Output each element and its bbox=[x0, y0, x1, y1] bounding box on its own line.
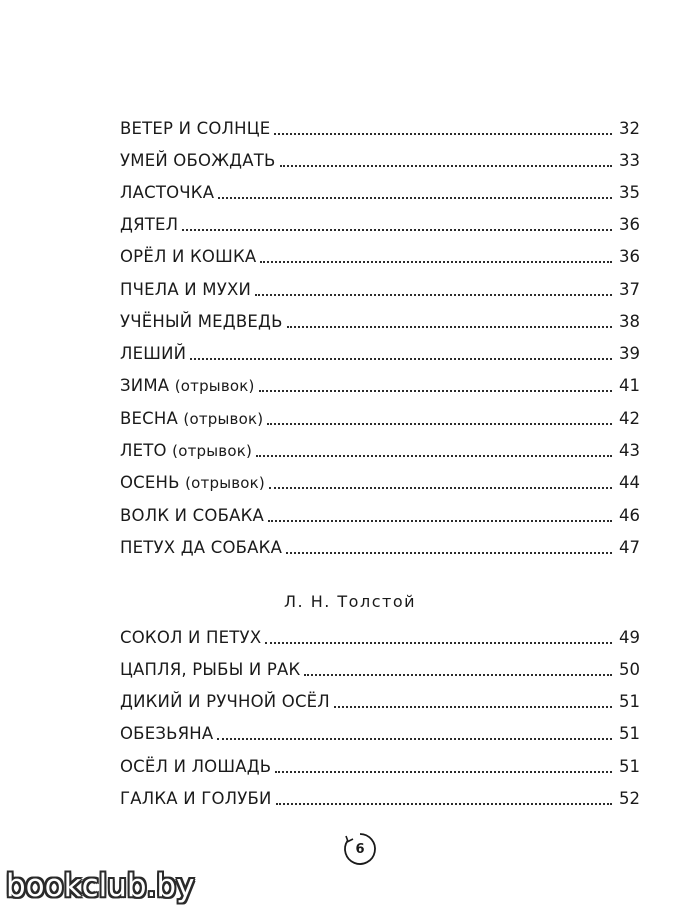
toc-leader-dots bbox=[275, 771, 612, 773]
toc-leader-dots bbox=[269, 487, 612, 489]
toc-entry-title: ЗИМА (отрывок) bbox=[120, 376, 255, 395]
toc-entry-page: 32 bbox=[619, 119, 640, 138]
toc-entry-page: 44 bbox=[619, 473, 640, 492]
toc-entry bbox=[120, 435, 640, 461]
toc-entry-page: 42 bbox=[619, 409, 640, 428]
toc-leader-dots bbox=[274, 133, 612, 135]
toc-entry-page: 52 bbox=[619, 789, 640, 808]
site-watermark: bookclub.by bbox=[6, 868, 195, 904]
toc-entry-page: 43 bbox=[619, 441, 640, 460]
toc-entry-page: 50 bbox=[619, 660, 640, 679]
toc-leader-dots bbox=[334, 706, 612, 708]
toc-entry bbox=[120, 209, 640, 235]
toc-leader-dots bbox=[286, 552, 612, 554]
toc-entry bbox=[120, 274, 640, 300]
toc-entry-subtitle: (отрывок) bbox=[183, 410, 264, 428]
page-number: 6 bbox=[355, 841, 365, 857]
toc-entry bbox=[120, 718, 640, 744]
toc-entry-title: ПЧЕЛА И МУХИ bbox=[120, 280, 252, 299]
toc-entry-page: 51 bbox=[619, 724, 640, 743]
toc-entry-title: ВОЛК И СОБАКА bbox=[120, 506, 264, 525]
toc-leader-dots bbox=[276, 803, 612, 805]
toc-entry-title: ЛЕШИЙ bbox=[120, 344, 187, 363]
toc-leader-dots bbox=[255, 294, 612, 296]
toc-entry bbox=[120, 500, 640, 526]
section-author-heading: Л. Н. Толстой bbox=[284, 592, 416, 611]
toc-entry-title: ПЕТУХ ДА СОБАКА bbox=[120, 538, 283, 557]
toc-entry bbox=[120, 783, 640, 809]
toc-entry-page: 47 bbox=[619, 538, 640, 557]
toc-entry bbox=[120, 622, 640, 648]
toc-entry bbox=[120, 403, 640, 429]
toc-leader-dots bbox=[259, 390, 612, 392]
toc-entry-subtitle: (отрывок) bbox=[172, 442, 253, 460]
toc-entry-subtitle: (отрывок) bbox=[185, 474, 265, 492]
toc-entry bbox=[120, 686, 640, 712]
toc-entry bbox=[120, 370, 640, 396]
toc-entry-page: 49 bbox=[619, 628, 640, 647]
toc-entry bbox=[120, 306, 640, 332]
toc-entry-page: 51 bbox=[619, 692, 640, 711]
toc-leader-dots bbox=[256, 455, 612, 457]
toc-entry bbox=[120, 654, 640, 680]
toc-leader-dots bbox=[265, 642, 612, 644]
toc-entry-title: УЧЁНЫЙ МЕДВЕДЬ bbox=[120, 312, 283, 331]
toc-entry bbox=[120, 145, 640, 171]
toc-leader-dots bbox=[304, 674, 612, 676]
toc-entry-page: 37 bbox=[619, 280, 640, 299]
toc-entry-title: ДИКИЙ И РУЧНОЙ ОСЁЛ bbox=[120, 692, 330, 711]
toc-leader-dots bbox=[182, 229, 612, 231]
toc-entry bbox=[120, 177, 640, 203]
toc-leader-dots bbox=[287, 326, 612, 328]
toc-entry-page: 39 bbox=[619, 344, 640, 363]
toc-entry-page: 35 bbox=[619, 183, 640, 202]
toc-leader-dots bbox=[267, 423, 612, 425]
toc-entry bbox=[120, 467, 640, 493]
toc-entry-title: ВЕСНА (отрывок) bbox=[120, 409, 264, 428]
page-number-badge bbox=[341, 830, 379, 868]
toc-leader-dots bbox=[217, 738, 612, 740]
toc-entry-title: ОБЕЗЬЯНА bbox=[120, 724, 214, 743]
toc-entry-page: 33 bbox=[619, 151, 640, 170]
toc-leader-dots bbox=[260, 261, 612, 263]
toc-entry-page: 41 bbox=[619, 376, 640, 395]
toc-entry-title: ЦАПЛЯ, РЫБЫ И РАК bbox=[120, 660, 301, 679]
toc-leader-dots bbox=[190, 358, 612, 360]
toc-entry-page: 46 bbox=[619, 506, 640, 525]
toc-entry-title: ЛАСТОЧКА bbox=[120, 183, 215, 202]
toc-entry-page: 51 bbox=[619, 757, 640, 776]
toc-entry-title: СОКОЛ И ПЕТУХ bbox=[120, 628, 262, 647]
toc-entry-title: ОРЁЛ И КОШКА bbox=[120, 247, 257, 266]
toc-entry-title: ВЕТЕР И СОЛНЦЕ bbox=[120, 119, 271, 138]
toc-entry-title: ДЯТЕЛ bbox=[120, 215, 179, 234]
toc-entry bbox=[120, 241, 640, 267]
toc-entry-page: 36 bbox=[619, 215, 640, 234]
toc-entry-page: 38 bbox=[619, 312, 640, 331]
toc-entry-title: УМЕЙ ОБОЖДАТЬ bbox=[120, 151, 276, 170]
toc-entry-title: ОСЁЛ И ЛОШАДЬ bbox=[120, 757, 272, 776]
toc-entry-subtitle: (отрывок) bbox=[174, 377, 255, 395]
toc-entry bbox=[120, 338, 640, 364]
toc-entry bbox=[120, 532, 640, 558]
toc-leader-dots bbox=[280, 165, 612, 167]
toc-entry-title: ОСЕНЬ (отрывок) bbox=[120, 473, 265, 492]
toc-entry bbox=[120, 113, 640, 139]
toc-entry-title: ГАЛКА И ГОЛУБИ bbox=[120, 789, 272, 808]
toc-leader-dots bbox=[218, 197, 612, 199]
toc-entry-title: ЛЕТО (отрывок) bbox=[120, 441, 253, 460]
toc-entry bbox=[120, 751, 640, 777]
toc-entry-page: 36 bbox=[619, 247, 640, 266]
toc-leader-dots bbox=[268, 520, 612, 522]
